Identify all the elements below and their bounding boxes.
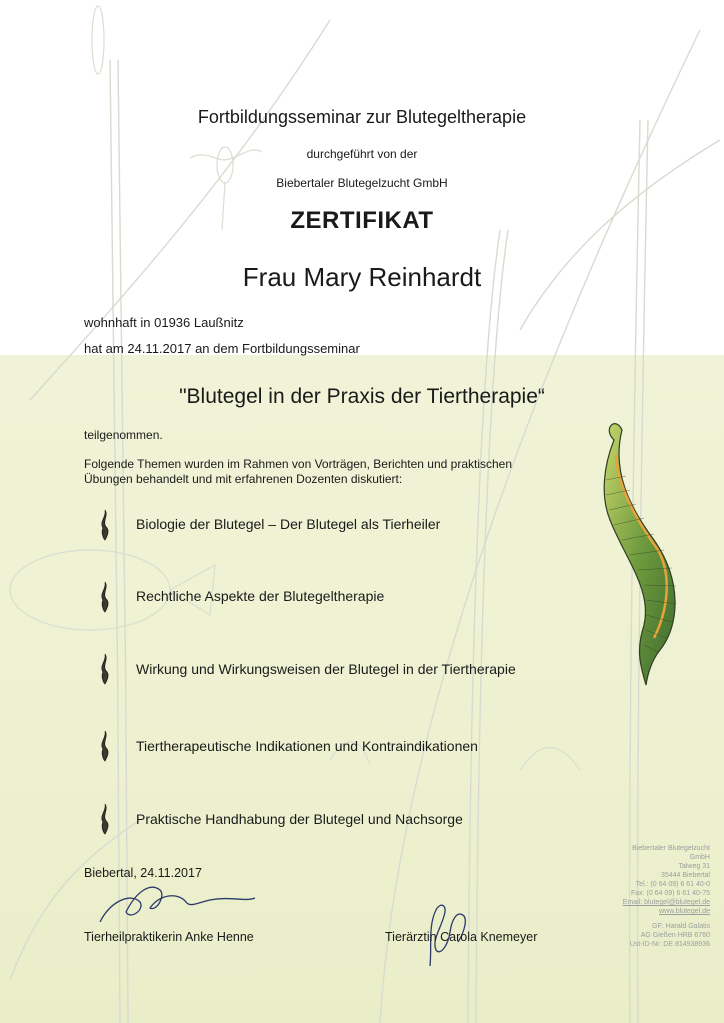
topic-item: Wirkung und Wirkungsweisen der Blutegel in der Tiertherapie — [136, 661, 516, 677]
stamp-line: Ust-ID-Nr: DE 814938936 — [629, 941, 710, 948]
seminar-title: "Blutegel in der Praxis der Tiertherapie“ — [179, 385, 545, 408]
stamp-line: GmbH — [689, 854, 710, 861]
topic-item: Praktische Handhabung der Blutegel und Nachsorge — [136, 811, 463, 827]
stamp-line: 35444 Biebertal — [660, 872, 710, 879]
stamp-line: Biebertaler Blutegelzucht — [632, 845, 710, 852]
leech-illustration-icon — [592, 410, 702, 690]
stamp-line: Fax: (0 64 09) 6 61 40-75 — [631, 890, 710, 897]
seminar-heading: Fortbildungsseminar zur Blutegeltherapie — [197, 107, 527, 127]
company-stamp — [600, 844, 710, 949]
topic-item: Rechtliche Aspekte der Blutegeltherapie — [136, 588, 385, 604]
topic-item: Biologie der Blutegel – Der Blutegel als Tierheiler — [136, 516, 441, 532]
stamp-line: Talweg 31 — [678, 863, 710, 870]
attendance-text: hat am 24.11.2017 an dem Fortbildungsseminar — [84, 341, 360, 356]
certificate-title: ZERTIFIKAT — [290, 207, 434, 234]
stamp-email: Email: blutegel@blutegel.de — [622, 899, 710, 906]
leech-icon — [97, 508, 113, 542]
leech-icon — [97, 580, 113, 614]
stamp-line: AG Gießen HRB 6760 — [640, 932, 710, 939]
place-date: Biebertal, 24.11.2017 — [84, 866, 202, 880]
leech-icon — [97, 652, 113, 686]
conducted-by-text: durchgeführt von der — [306, 147, 418, 161]
leech-icon — [97, 802, 113, 836]
signature-left-label: Tierheilpraktikerin Anke Henne — [84, 930, 254, 944]
organizer-name: Biebertaler Blutegelzucht GmbH — [276, 176, 448, 190]
recipient-name: Frau Mary Reinhardt — [242, 262, 482, 292]
stamp-line: GF: Harald Galatis — [652, 923, 710, 930]
stamp-website: www.blutegel.de — [659, 908, 710, 915]
participated-text: teilgenommen. — [84, 428, 163, 442]
residence-text: wohnhaft in 01936 Laußnitz — [84, 315, 244, 330]
stamp-line: Tel.: (0 64 09) 6 61 40-0 — [635, 881, 710, 888]
topics-intro: Folgende Themen wurden im Rahmen von Vorträgen, Berichten und praktischen Übungen behandelt und mit erfahrenen Dozenten diskutiert: — [84, 457, 513, 486]
signature-henne-icon — [90, 872, 260, 932]
leech-icon — [97, 729, 113, 763]
topic-item: Tiertherapeutische Indikationen und Kontraindikationen — [136, 738, 478, 754]
signature-right-label: Tierärztin Carola Knemeyer — [385, 930, 538, 944]
